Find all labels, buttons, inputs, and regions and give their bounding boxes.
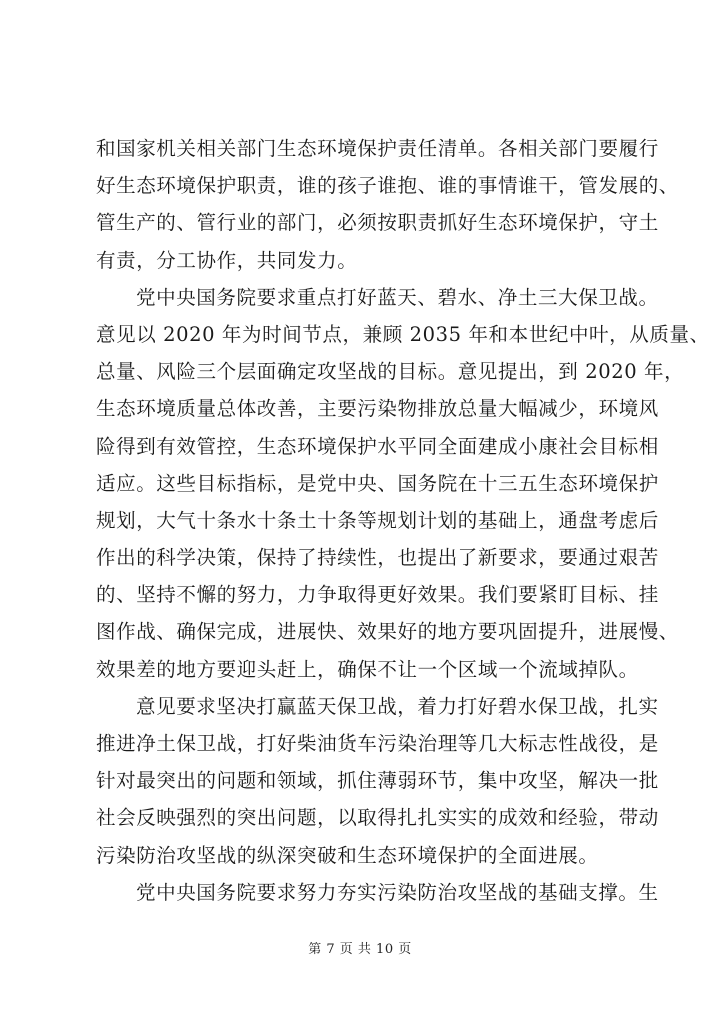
text-line: 的、坚持不懈的努力，力争取得更好效果。我们要紧盯目标、挂 xyxy=(96,583,659,607)
text-line: 党中央国务院要求重点打好蓝天、碧水、净土三大保卫战。 xyxy=(136,285,659,309)
text-line: 适应。这些目标指标，是党中央、国务院在十三五生态环境保护 xyxy=(96,471,659,495)
text-line: 意见以 2020 年为时间节点，兼顾 2035 年和本世纪中叶，从质量、 xyxy=(96,322,710,346)
page-number-footer: 第 7 页 共 10 页 xyxy=(308,942,412,957)
text-line: 总量、风险三个层面确定攻坚战的目标。意见提出，到 2020 年， xyxy=(96,360,685,384)
text-line: 作出的科学决策，保持了持续性，也提出了新要求，要通过艰苦 xyxy=(96,546,659,570)
text-line: 和国家机关相关部门生态环境保护责任清单。各相关部门要履行 xyxy=(96,137,659,160)
text-line: 险得到有效管控，生态环境保护水平同全面建成小康社会目标相 xyxy=(96,434,659,458)
text-line: 污染防治攻坚战的纵深突破和生态环境保护的全面进展。 xyxy=(96,843,599,867)
text-line: 规划，大气十条水十条土十条等规划计划的基础上，通盘考虑后 xyxy=(96,508,659,532)
document-body xyxy=(96,130,710,911)
text-line: 管生产的、管行业的部门，必须按职责抓好生态环境保护，守土 xyxy=(96,211,659,235)
text-line: 针对最突出的问题和领域，抓住薄弱环节，集中攻坚，解决一批 xyxy=(96,769,659,793)
text-line: 图作战、确保完成，进展快、效果好的地方要巩固提升，进展慢、 xyxy=(96,620,679,644)
text-line: 好生态环境保护职责，谁的孩子谁抱、谁的事情谁干，管发展的、 xyxy=(96,174,679,198)
text-line: 有责，分工协作，共同发力。 xyxy=(96,248,358,272)
text-line: 推进净土保卫战，打好柴油货车污染治理等几大标志性战役，是 xyxy=(96,732,659,755)
text-line: 效果差的地方要迎头赶上，确保不让一个区域一个流域掉队。 xyxy=(96,657,639,681)
text-line: 党中央国务院要求努力夯实污染防治攻坚战的基础支撑。生 xyxy=(136,880,659,904)
text-line: 意见要求坚决打赢蓝天保卫战，着力打好碧水保卫战，扎实 xyxy=(136,694,659,718)
text-line: 社会反映强烈的突出问题，以取得扎扎实实的成效和经验，带动 xyxy=(96,806,659,830)
text-line: 生态环境质量总体改善，主要污染物排放总量大幅减少，环境风 xyxy=(96,397,659,421)
